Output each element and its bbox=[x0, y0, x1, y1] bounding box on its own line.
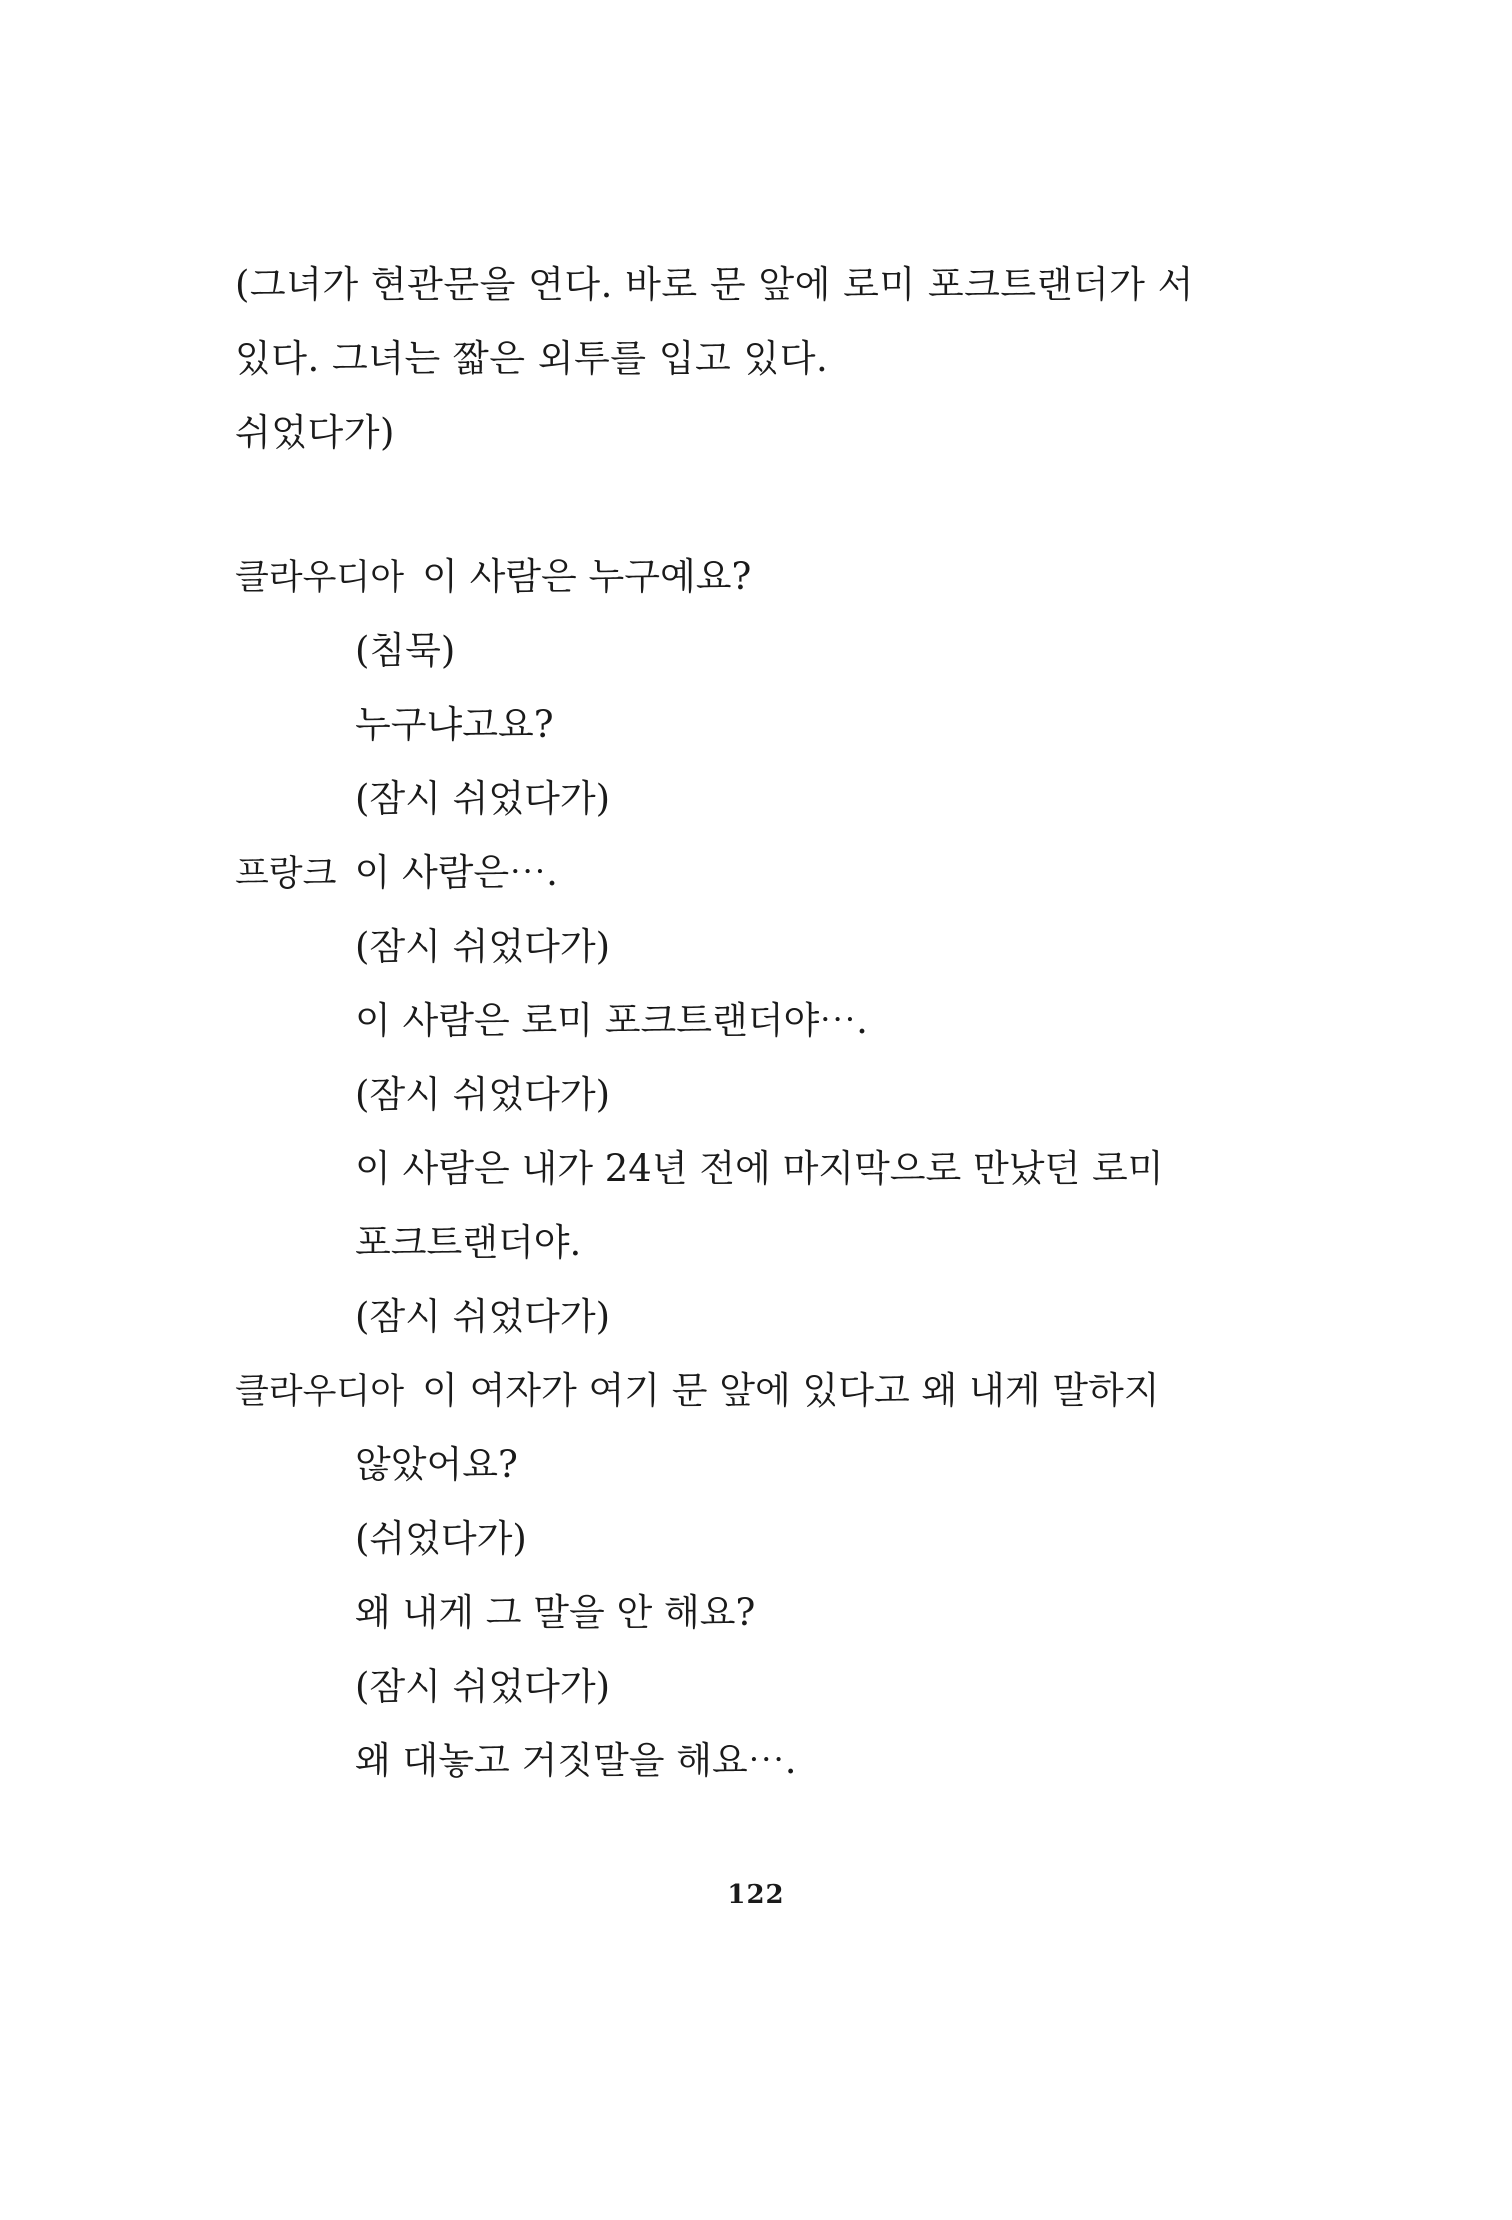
dialogue-line bbox=[355, 984, 868, 1058]
dialogue-line bbox=[355, 1502, 527, 1576]
dialogue-text: (잠시 쉬었다가) bbox=[355, 777, 611, 820]
dialogue-line bbox=[355, 1650, 610, 1724]
opening-stage-direction bbox=[235, 248, 1275, 470]
speaker-name: 클라우디아 bbox=[235, 1372, 405, 1412]
stage-direction-line: 쉬었다가) bbox=[235, 411, 395, 454]
dialogue-text: 왜 대놓고 거짓말을 해요⋯. bbox=[355, 1739, 797, 1782]
dialogue-line bbox=[235, 836, 558, 911]
dialogue-line bbox=[235, 540, 751, 615]
stage-direction-line: (그녀가 현관문을 연다. 바로 문 앞에 로미 포크트랜더가 서 bbox=[235, 263, 1194, 306]
dialogue-text: (잠시 쉬었다가) bbox=[355, 1073, 611, 1116]
stage-direction-line: 있다. 그녀는 짧은 외투를 입고 있다. bbox=[235, 337, 829, 380]
dialogue-text: 이 사람은 내가 24년 전에 마지막으로 만났던 로미 bbox=[355, 1147, 1164, 1190]
speaker-name: 클라우디아 bbox=[235, 558, 405, 598]
dialogue-text: (잠시 쉬었다가) bbox=[355, 1295, 611, 1338]
dialogue-line bbox=[355, 1058, 610, 1132]
dialogue-text: 포크트랜더야. bbox=[355, 1221, 582, 1264]
dialogue-block bbox=[235, 540, 1275, 1840]
dialogue-line bbox=[355, 1280, 610, 1354]
dialogue-line bbox=[355, 1206, 581, 1280]
dialogue-text: 않았어요? bbox=[355, 1443, 518, 1486]
page-number: 122 bbox=[727, 1880, 785, 1910]
dialogue-text: (잠시 쉬었다가) bbox=[355, 1665, 611, 1708]
dialogue-text: 이 사람은⋯. bbox=[354, 851, 558, 894]
dialogue-text: 이 여자가 여기 문 앞에 있다고 왜 내게 말하지 bbox=[422, 1369, 1160, 1412]
speaker-name: 프랑크 bbox=[235, 854, 337, 894]
dialogue-text: 누구냐고요? bbox=[355, 703, 554, 746]
dialogue-text: (침묵) bbox=[355, 629, 456, 672]
dialogue-text: 이 사람은 누구예요? bbox=[422, 555, 752, 598]
dialogue-text: 왜 내게 그 말을 안 해요? bbox=[355, 1591, 756, 1634]
dialogue-line bbox=[355, 614, 455, 688]
dialogue-line bbox=[355, 1576, 755, 1650]
dialogue-line bbox=[355, 1132, 1164, 1206]
dialogue-text: 이 사람은 로미 포크트랜더야⋯. bbox=[355, 999, 868, 1042]
dialogue-line bbox=[235, 1354, 1160, 1429]
dialogue-line bbox=[355, 762, 610, 836]
dialogue-line bbox=[355, 1724, 796, 1798]
dialogue-text: (잠시 쉬었다가) bbox=[355, 925, 611, 968]
dialogue-line bbox=[355, 688, 554, 762]
dialogue-text: (쉬었다가) bbox=[355, 1517, 527, 1560]
dialogue-line bbox=[355, 910, 610, 984]
dialogue-line bbox=[355, 1428, 518, 1502]
